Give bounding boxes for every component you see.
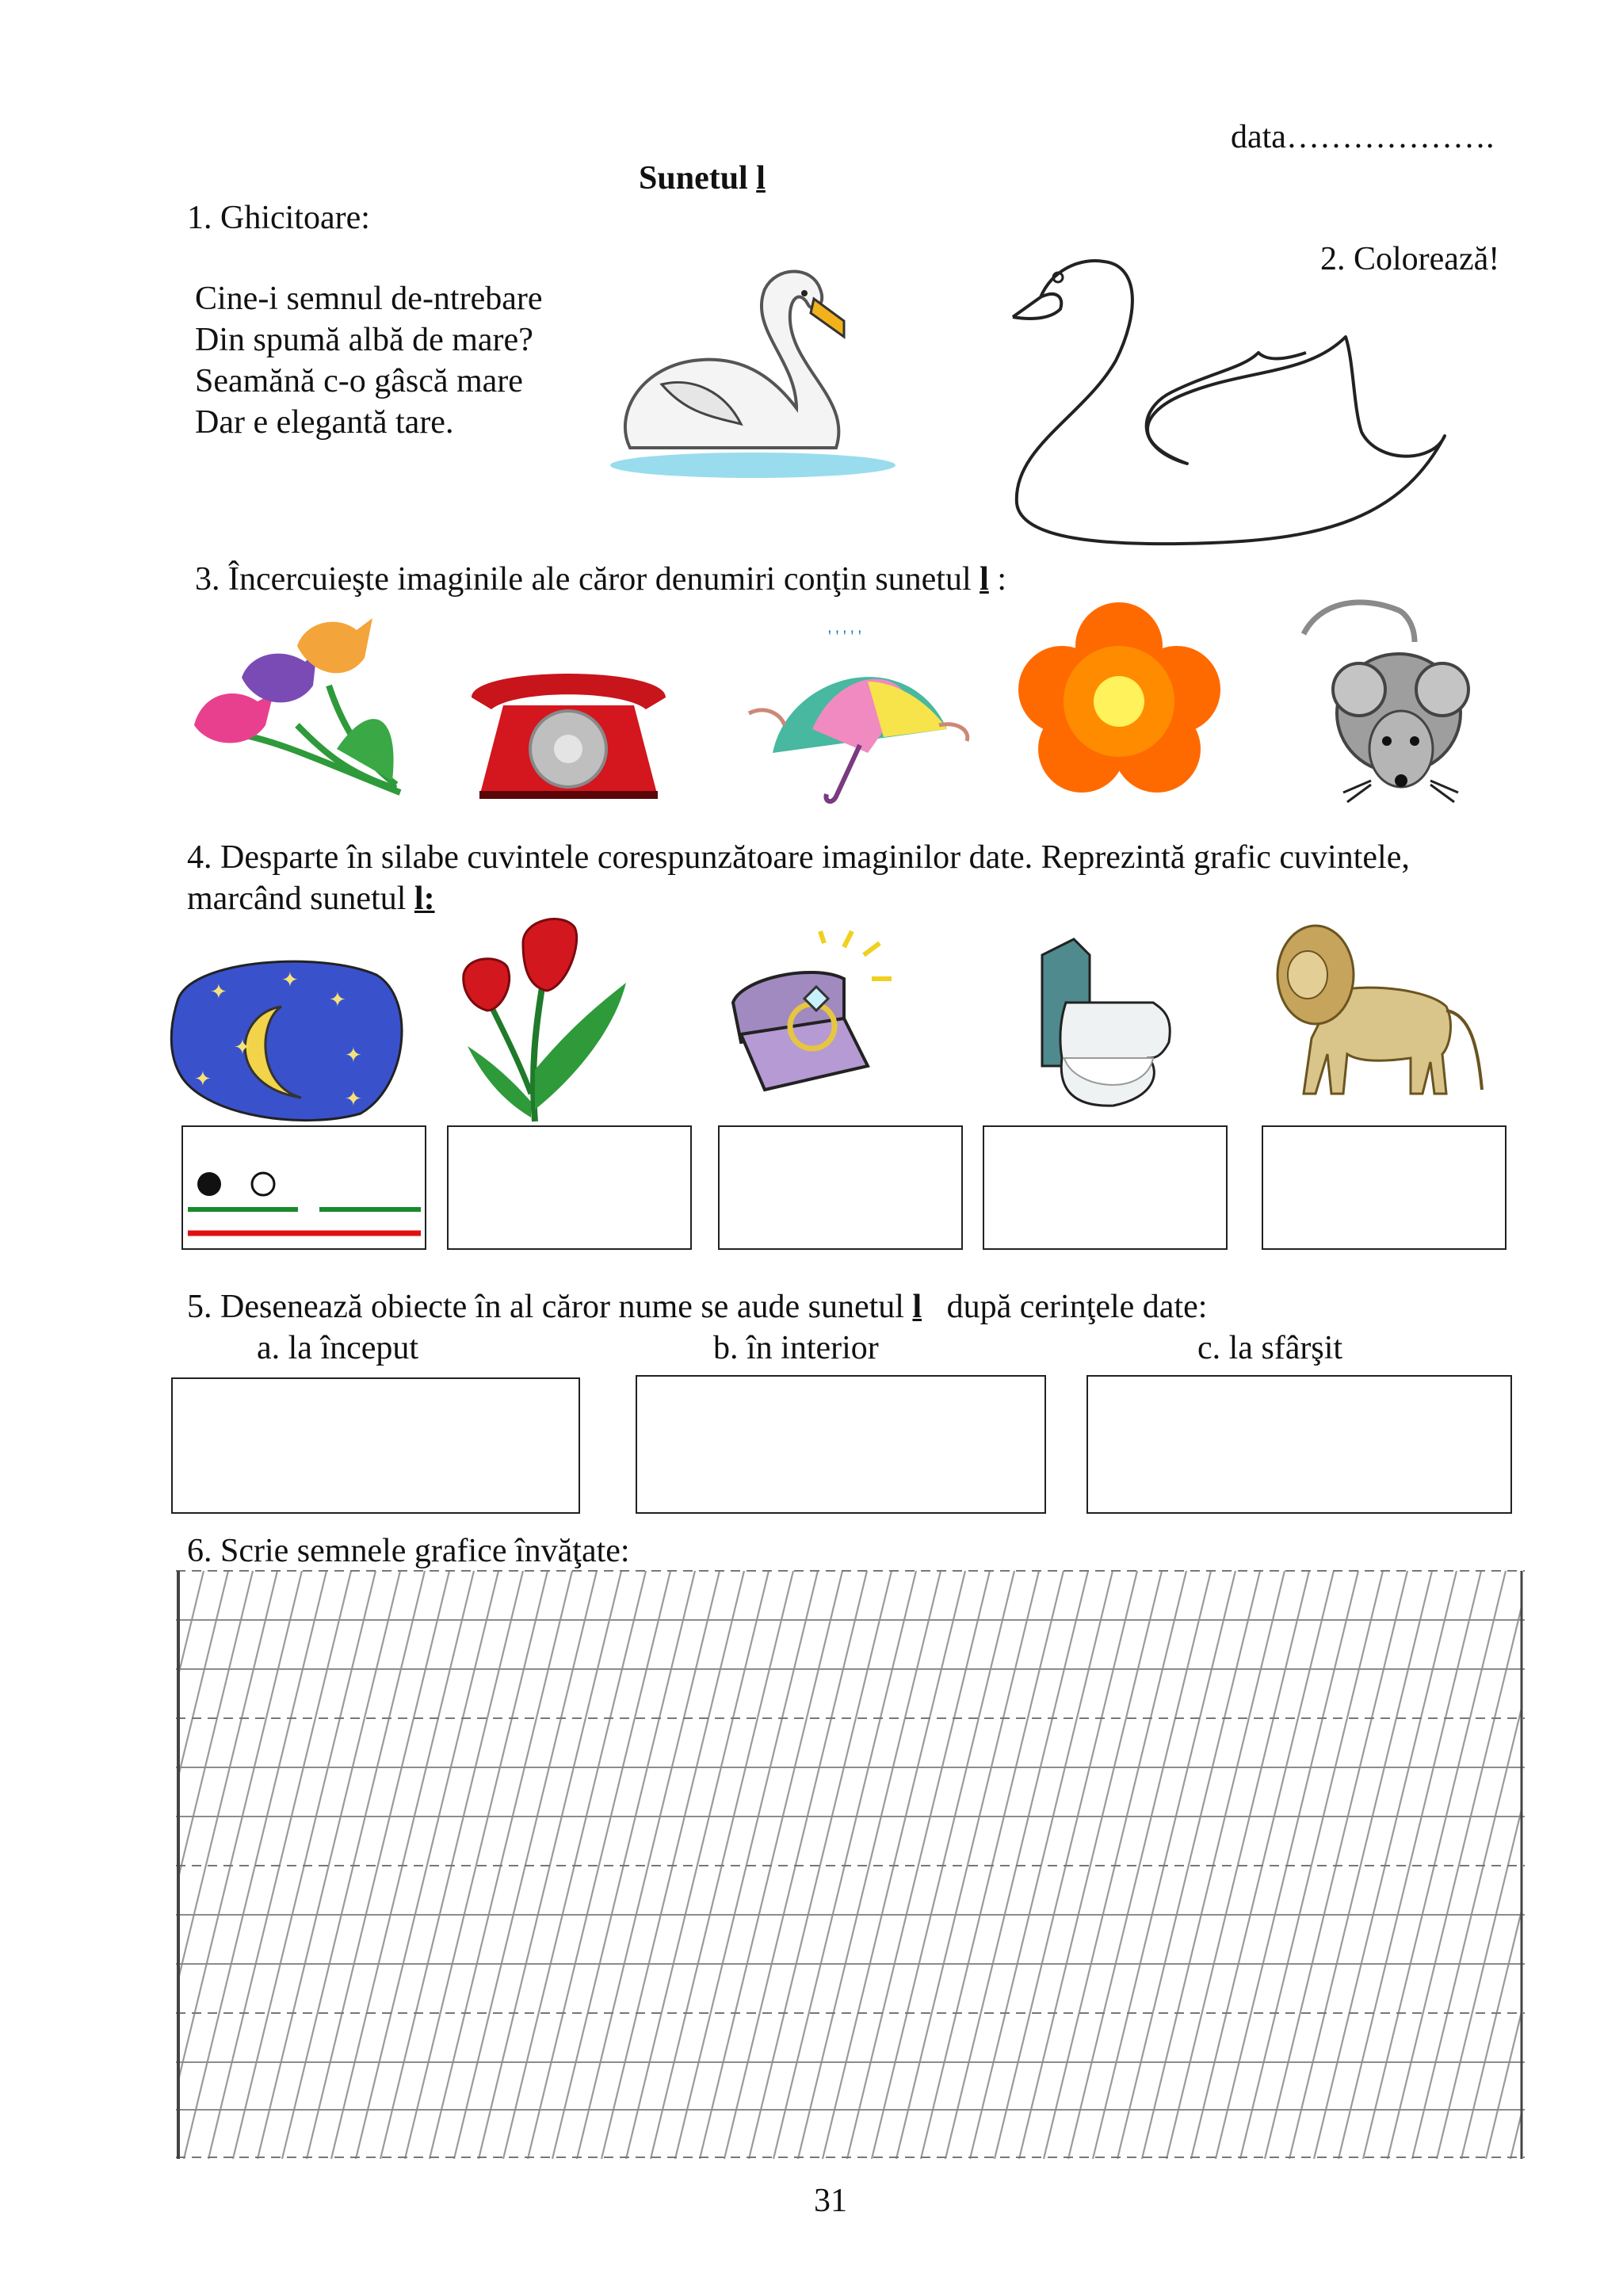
ex6-heading: 6. Scrie semnele grafice învăţate: [187,1533,630,1569]
riddle-line-3: Seamănă c-o gâscă mare [195,363,523,399]
mouse-icon[interactable] [1296,594,1482,804]
ex3-heading-text: 3. Încercuieşte imaginile ale căror denumiri conţin sunetul [195,561,980,598]
ex4-line-2-text: marcând sunetul [187,881,414,917]
date-label: data………………. [1231,119,1495,155]
page-number: 31 [814,2183,847,2219]
ex4-letter: l: [414,881,435,917]
writing-grid[interactable] [176,1571,1525,2159]
syllable-box-1[interactable] [181,1125,426,1250]
riddle-line-1: Cine-i semnul de-ntrebare [195,281,543,317]
grid-diagonal [1560,1571,1623,2159]
svg-text:✦: ✦ [345,1087,362,1110]
draw-box-start[interactable] [171,1377,580,1514]
page-title-letter: l [756,160,766,197]
milk-jug-icon[interactable] [1026,939,1181,1110]
draw-box-interior[interactable] [636,1375,1046,1514]
svg-text:✦: ✦ [345,1044,362,1067]
ex3-suffix: : [988,561,1006,598]
grid-diagonal [12,1571,155,2159]
svg-text:✦: ✦ [281,968,299,991]
ex3-letter: l [980,561,989,598]
syllable-box-3[interactable] [718,1125,963,1250]
ex5-letter: l [912,1289,922,1325]
syllable-box-5[interactable] [1262,1125,1507,1250]
ex5-heading-text: 5. Desenează obiecte în al căror nume se aude sunetul [187,1289,913,1325]
svg-text:✦: ✦ [210,980,227,1003]
grid-diagonal [1510,1571,1623,2159]
ring-box-icon[interactable] [725,931,896,1098]
flower-icon[interactable] [1018,602,1220,793]
svg-text:✦: ✦ [329,988,346,1011]
grid-diagonal [1535,1571,1623,2159]
swan-picture-icon [606,258,899,479]
ex1-heading: 1. Ghicitoare: [187,200,370,236]
empty-dot-icon [252,1173,274,1195]
ex2-heading: 2. Colorează! [1320,241,1500,277]
tulip-icon[interactable] [456,911,634,1125]
swan-outline-icon [1005,234,1457,551]
riddle-line-2: Din spumă albă de mare? [195,322,533,358]
telephone-icon[interactable] [464,650,674,800]
svg-text:✦: ✦ [194,1068,212,1091]
option-c-label: c. la sfârşit [1197,1330,1343,1366]
grid-diagonal [36,1571,179,2159]
grid-diagonal [1486,1571,1623,2159]
option-a-label: a. la început [257,1330,419,1366]
umbrella-icon[interactable] [749,626,975,808]
page-title [639,159,766,198]
ex4-line-2 [187,879,435,919]
page-title-text: Sunetul [639,160,757,197]
syllable-box-2[interactable] [447,1125,692,1250]
moon-night-icon[interactable] [162,951,412,1125]
option-b-label: b. în interior [713,1330,879,1366]
syllable-box-4[interactable] [983,1125,1228,1250]
grid-diagonal [0,1571,105,2159]
lion-icon[interactable] [1272,919,1486,1106]
draw-box-end[interactable] [1086,1375,1512,1514]
ex5-heading [187,1287,1207,1327]
ex5-heading-suffix: după cerinţele date: [922,1289,1208,1325]
svg-text:✦: ✦ [234,1036,251,1059]
svg-text:' ' ' ' ': ' ' ' ' ' [828,626,861,646]
ex3-heading [195,560,1006,599]
ex4-line-1: 4. Desparte în silabe cuvintele corespunzătoare imaginilor date. Reprezintă grafic cuvintele, [187,839,1410,876]
filled-dot-icon [197,1172,221,1196]
tulips-icon[interactable] [186,614,408,800]
riddle-line-4: Dar e elegantă tare. [195,404,454,441]
syllable-scheme [183,1127,425,1248]
grid-diagonal [0,1571,81,2159]
grid-diagonal [0,1571,130,2159]
